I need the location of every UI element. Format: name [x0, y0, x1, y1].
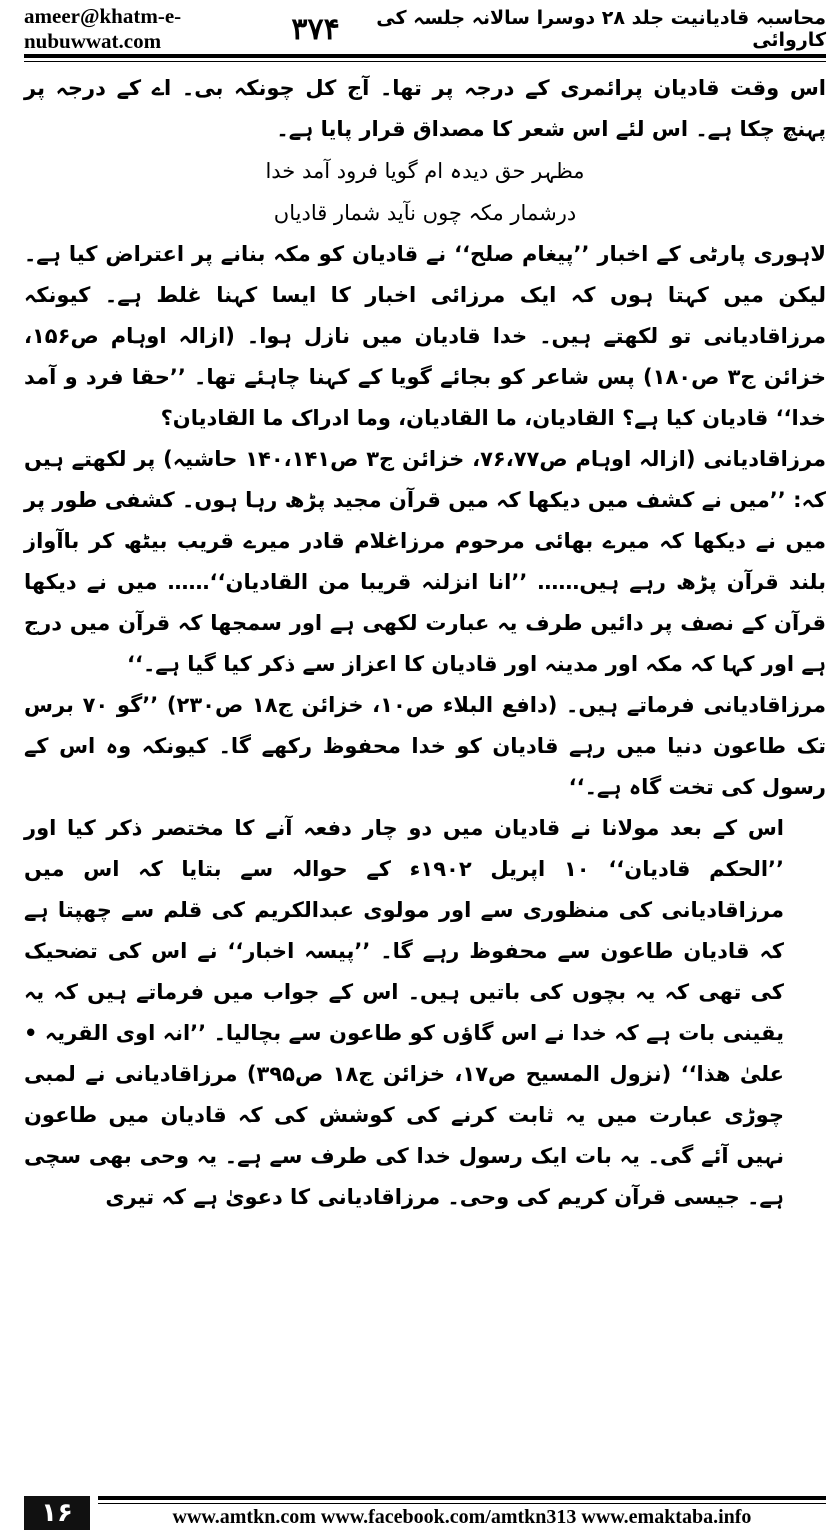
paragraph-2: لاہوری پارٹی کے اخبار ’’پیغام صلح‘‘ نے قادیان کو مکہ بنانے پر اعتراض کیا ہے۔ لیکن میں کہتا ہوں کہ ایک مرزائی اخبار کا ایسا کہنا غلط ہے۔ کیونکہ مرزاقادیانی تو لکھتے ہیں۔ خدا قادیان میں نازل ہوا۔ (ازالہ اوہام ص۱۵۶، خزائن ج۳ ص۱۸۰) پس شاعر کو بجائے گویا کے کہنا چاہئے تھا۔ ’’حقا فرد و آمد خدا‘‘ قادیان کیا ہے؟ القادیان، ما القادیان، وما ادراک ما القادیان؟ — [24, 242, 826, 430]
footer-links[interactable]: www.amtkn.com www.facebook.com/amtkn313 www.emaktaba.info — [172, 1506, 752, 1528]
header-row — [24, 4, 826, 53]
header-title-group — [291, 7, 826, 51]
header-rule-thick — [24, 54, 826, 58]
paragraph-1: اس وقت قادیان پرائمری کے درجہ پر تھا۔ آج کل چونکہ بی۔ اے کے درجہ پر پہنچ چکا ہے۔ اس لئے اس شعر کا مصداق قرار پایا ہے۔ — [24, 76, 826, 141]
footer-rule-thick — [98, 1496, 826, 1500]
paragraph-5: اس کے بعد مولانا نے قادیان میں دو چار دفعہ آنے کا مختصر ذکر کیا اور ’’الحکم قادیان‘‘ ۱۰ اپریل ۱۹۰۲ء کے حوالہ سے بتایا کہ اس میں مرزاقادیانی کی منظوری سے اور مولوی عبدالکریم کی قلم سے چھپتا ہے کہ قادیان طاعون سے محفوظ رہے گا۔ ’’پیسہ اخبار‘‘ نے اس کی تضحیک کی تھی کہ یہ بچوں کی باتیں ہیں۔ اس کے جواب میں فرماتے ہیں کہ یہ یقینی بات ہے کہ خدا نے اس گاؤں کو طاعون سے بچالیا۔ ’’انہ اوی القریہ • علیٰ ھذا‘‘ (نزول المسیح ص۱۷، خزائن ج۱۸ ص۳۹۵) مرزاقادیانی نے لمبی چوڑی عبارت میں یہ ثابت کرنے کی کوشش کی کہ قادیان میں طاعون نہیں آئے گی۔ یہ بات ایک رسول خدا کی طرف سے ہے۔ یہ وحی بھی سچی ہے۔ جیسی قرآن کریم کی وحی۔ مرزاقادیانی کا دعویٰ ہے کہ تیری — [24, 816, 785, 1209]
header-rule-thin — [24, 61, 826, 62]
page-header — [0, 0, 840, 58]
header-page-number: ۳۷۴ — [291, 11, 340, 47]
header-title: محاسبہ قادیانیت جلد ۲۸ دوسرا سالانہ جلسہ کی کاروائی — [376, 7, 826, 51]
header-email: ameer@khatm-e-nubuwwat.com — [24, 4, 182, 53]
page-body — [24, 68, 826, 1444]
page-footer — [0, 1488, 840, 1540]
paragraph-3: مرزاقادیانی (ازالہ اوہام ص۷۶،۷۷، خزائن ج۳ ص۱۴۰،۱۴۱ حاشیہ) پر لکھتے ہیں کہ: ’’میں نے کشف میں دیکھا کہ میں قرآن مجید پڑھ رہا ہوں۔ کشفی طور پر میں نے دیکھا کہ میرے بھائی مرحوم مرزاغلام قادر میرے قریب بیٹھ کر باآواز بلند قرآن پڑھ رہے ہیں…… ’’انا انزلنہ قریبا من القادیان‘‘…… میں نے دیکھا قرآن کے نصف پر دائیں طرف یہ عبارت لکھی ہے اور سمجھا کہ قرآن میں درج ہے اور کہا کہ مکہ اور مدینہ اور قادیان کا اعزاز سے ذکر کیا گیا ہے۔‘‘ — [24, 447, 826, 676]
footer-rule-thin — [98, 1503, 826, 1504]
paragraph-4: مرزاقادیانی فرماتے ہیں۔ (دافع البلاء ص۱۰، خزائن ج۱۸ ص۲۳۰) ’’گو ۷۰ برس تک طاعون دنیا میں رہے قادیان کو خدا محفوظ رکھے گا۔ کیونکہ وہ اس کے رسول کی تخت گاہ ہے۔‘‘ — [24, 693, 826, 799]
footer-page-index: ۱۶ — [24, 1496, 90, 1530]
poem-line-2: درشمار مکہ چوں نآید شمار قادیاں — [273, 201, 577, 225]
poem-line-1: مظہر حق دیدہ ام گویا فرود آمد خدا — [265, 159, 585, 183]
